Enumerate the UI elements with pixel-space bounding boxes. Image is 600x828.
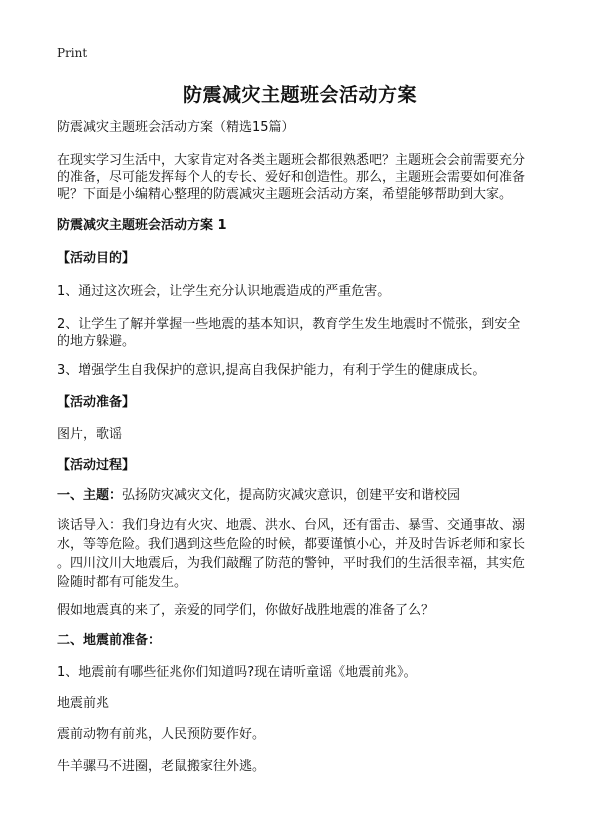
document-title: 防震减灾主题班会活动方案 <box>182 84 417 106</box>
theme-label: 一、主题： <box>57 488 123 503</box>
section1-heading: 防震减灾主题班会活动方案 1 <box>57 218 227 233</box>
theme-text: 弘扬防灾减灾文化，提高防灾减灾意识，创建平安和谐校园 <box>122 488 461 503</box>
process-heading: 【活动过程】 <box>57 458 136 473</box>
prep-text: 图片，歌谣 <box>57 427 123 442</box>
goal-item-1: 1、通过这次班会，让学生充分认识地震造成的严重危害。 <box>57 284 391 299</box>
talk-line-3: 。四川汶川大地震后，为我们敲醒了防范的警钟，平时我们的生活很幸福，其实危 <box>57 556 526 571</box>
talk-line-4: 险随时都有可能发生。 <box>57 575 188 590</box>
intro-line-3: 呢？下面是小编精心整理的防震减灾主题班会活动方案，希望能够帮助到大家。 <box>57 187 513 202</box>
print-link[interactable]: Print <box>57 46 88 60</box>
rhyme-line-2: 牛羊骡马不进圈，老鼠搬家往外逃。 <box>57 759 266 774</box>
rhyme-title: 地震前兆 <box>57 696 110 711</box>
goal-item-2: 2、让学生了解并掌握一些地震的基本知识，教育学生发生地震时不慌张，到安全 <box>57 317 521 332</box>
theme-line <box>57 486 545 506</box>
pre-quake-heading: 二、地震前准备： <box>57 633 162 648</box>
talk-line-1: 谈话导入：我们身边有火灾、地震、洪水、台风，还有雷击、暴雪、交通事故、溺 <box>57 518 526 533</box>
pre-quake-item-1: 1、地震前有哪些征兆你们知道吗?现在请听童谣《地震前兆》。 <box>57 665 417 680</box>
goal-heading: 【活动目的】 <box>57 251 136 266</box>
intro-line-1: 在现实学习生活中，大家肯定对各类主题班会都很熟悉吧？主题班会会前需要充分 <box>57 153 526 168</box>
document-subtitle: 防震减灾主题班会活动方案（精选15篇） <box>57 120 295 135</box>
intro-line-2: 的准备，尽可能发挥每个人的专长、爱好和创造性。那么，主题班会需要如何准备 <box>57 170 526 185</box>
rhyme-line-1: 震前动物有前兆，人民预防要作好。 <box>57 727 266 742</box>
goal-item-2-cont: 的地方躲避。 <box>57 334 136 349</box>
talk-line-2: 水，等等危险。我们遇到这些危险的时候，都要谨慎小心，并及时告诉老师和家长 <box>57 537 526 552</box>
question-text: 假如地震真的来了，亲爱的同学们，你做好战胜地震的准备了么？ <box>57 603 435 618</box>
prep-heading: 【活动准备】 <box>57 395 136 410</box>
goal-item-3: 3、增强学生自我保护的意识,提高自我保护能力，有利于学生的健康成长。 <box>57 363 486 378</box>
